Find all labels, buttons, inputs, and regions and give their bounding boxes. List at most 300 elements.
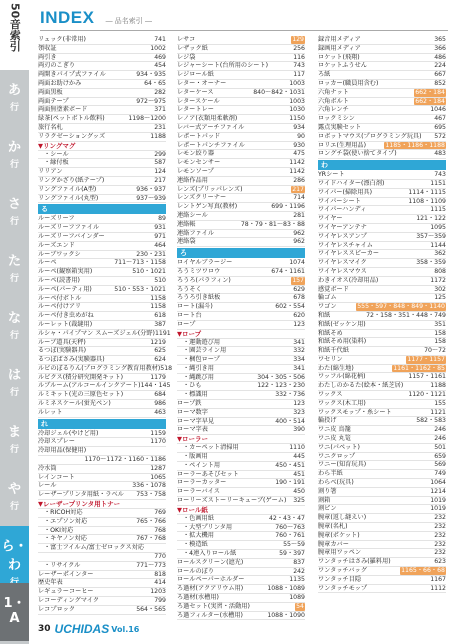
entry-term: 腕章(名札) xyxy=(318,523,348,531)
entry-pages: 336・1078 xyxy=(132,482,166,490)
entry-pages: 358・359 xyxy=(416,259,446,267)
index-entry xyxy=(38,45,166,54)
entry-pages: 770 xyxy=(154,553,166,561)
index-entry xyxy=(177,36,305,45)
entry-pages: 1108・1109 xyxy=(408,197,446,205)
index-entry xyxy=(177,303,305,312)
entry-pages: 1110 xyxy=(289,444,305,452)
index-entry xyxy=(38,62,166,71)
entry-pages: 667 xyxy=(434,71,446,79)
entry-pages: 450 xyxy=(293,488,305,496)
entry-pages: 1172 xyxy=(430,276,446,284)
index-entry xyxy=(318,338,446,347)
entry-pages: 124 xyxy=(154,168,166,176)
entry-pages: 629 xyxy=(293,285,305,293)
index-column-2 xyxy=(177,36,305,620)
index-entry xyxy=(177,426,305,435)
entry-pages: 217 xyxy=(154,176,166,184)
index-entry xyxy=(177,268,305,277)
entry-pages: 232 xyxy=(434,540,446,548)
entry-pages: 464 xyxy=(154,241,166,249)
entry-term: 両刃のこぎり xyxy=(38,62,76,70)
index-entry xyxy=(38,224,166,233)
entry-pages: 1019 xyxy=(430,505,446,513)
entry-pages: 760〜763 xyxy=(275,523,305,531)
entry-pages: 699・1196 xyxy=(271,203,305,211)
entry-term: 割ピン xyxy=(318,505,337,513)
index-entry xyxy=(38,159,166,168)
entry-term: ルーレット(裁縫用) xyxy=(38,320,93,328)
index-entry xyxy=(38,474,166,483)
entry-pages: 325 xyxy=(293,497,305,505)
index-entry xyxy=(318,106,446,115)
index-entry xyxy=(38,242,166,251)
index-entry xyxy=(177,259,305,268)
entry-pages: 1064 xyxy=(430,479,446,487)
entry-pages: 1219 xyxy=(150,338,166,346)
entry-pages: 930 xyxy=(293,141,305,149)
entry-term: ・RICOH対応 xyxy=(44,509,83,517)
index-entry xyxy=(318,409,446,418)
index-entry xyxy=(38,106,166,115)
index-entry xyxy=(318,470,446,479)
entry-pages: 232 xyxy=(434,549,446,557)
index-entry xyxy=(38,482,166,491)
entry-term: 冷却スプレー xyxy=(38,438,75,446)
index-entry xyxy=(177,277,305,286)
entry-pages: 72・158・351・448・749 xyxy=(366,311,446,319)
entry-pages: 121・122 xyxy=(416,215,446,223)
entry-pages: 501 xyxy=(434,443,446,451)
index-entry xyxy=(38,89,166,98)
index-entry xyxy=(177,133,305,142)
entry-term: ルーペ xyxy=(38,259,57,267)
entry-term: ・OKI対応 xyxy=(44,526,74,534)
entry-term: 旅行名札 xyxy=(38,123,63,131)
index-entry xyxy=(318,303,446,312)
index-entry xyxy=(177,339,305,348)
sidebar-tab-3[interactable] xyxy=(0,184,29,242)
entry-pages: 450・451 xyxy=(275,461,305,469)
entry-pages: 623 xyxy=(434,558,446,566)
entry-term: ・4連入りロール紙 xyxy=(183,550,237,558)
entry-term: ロッカー(職員用含む) xyxy=(318,79,379,87)
index-entry xyxy=(177,497,305,506)
entry-term: ワニ皮 鳥籠 xyxy=(318,426,351,434)
entry-term: ワンタッチバッグ xyxy=(318,567,367,575)
entry-term: レターケース xyxy=(177,88,214,96)
entry-term: ルーペ(パーティ用) xyxy=(38,285,92,293)
entry-term: リュック(非常用) xyxy=(38,36,86,43)
entry-term: 連絡ファイル xyxy=(177,229,215,237)
sidebar-tab-label: か xyxy=(7,140,21,155)
entry-pages: 299 xyxy=(154,150,166,158)
entry-pages: 1019 xyxy=(430,496,446,504)
index-entry xyxy=(38,124,166,133)
entry-term: ワニ(パペット) xyxy=(318,443,360,451)
entry-pages: 1002 xyxy=(150,44,166,52)
entry-term: ルシャ・パイプマン スムーズジェル(分野) xyxy=(38,329,155,337)
index-entry xyxy=(177,230,305,239)
entry-term: ・梱包ロープ xyxy=(183,356,220,364)
index-entry xyxy=(177,168,305,177)
entry-pages: 282 xyxy=(154,88,166,96)
entry-term: 歴史年表 xyxy=(38,579,63,587)
index-entry xyxy=(318,233,446,242)
entry-term: わきイオス(冷却用品) xyxy=(318,276,379,284)
entry-term: ロート(漏斗) xyxy=(177,303,213,311)
subgroup-header: ▼ローラー xyxy=(177,435,305,444)
entry-pages: 765・766 xyxy=(136,517,166,525)
entry-term: レギュラーコーヒー xyxy=(38,588,94,596)
section-header: わ xyxy=(318,160,446,170)
index-entry xyxy=(38,447,166,456)
entry-term: 和紙 xyxy=(318,311,331,319)
entry-pages: 1158 xyxy=(150,303,166,311)
sidebar-tab-label: 1・A xyxy=(3,596,26,626)
sidebar-tab-1[interactable] xyxy=(0,70,29,128)
entry-pages: 962 xyxy=(293,229,305,237)
entry-term: わた(綿生地) xyxy=(318,364,354,372)
entry-term: ・ペイント用 xyxy=(183,461,221,469)
entry-pages: 1112 xyxy=(430,584,446,592)
entry-term: レタースケール xyxy=(177,97,220,105)
entry-pages: 302 xyxy=(434,285,446,293)
entry-pages: 64・65 xyxy=(144,79,166,87)
entry-pages: 475 xyxy=(293,150,305,158)
entry-pages: 158 xyxy=(434,338,446,346)
entry-term: リングかざり(紙テープ) xyxy=(38,176,105,184)
section-header: れ xyxy=(38,419,166,429)
entry-term: 和紙そめ用(染料) xyxy=(318,338,367,346)
entry-pages: 1121 xyxy=(430,408,446,416)
entry-pages: 1003 xyxy=(289,97,305,105)
entry-pages: 587 xyxy=(154,159,166,167)
entry-term: ロープ鉄 xyxy=(177,400,202,408)
entry-term: 両面黒板 xyxy=(38,88,63,96)
entry-term: 感覚ボード xyxy=(318,285,349,293)
index-entry xyxy=(177,356,305,365)
entry-pages: 286 xyxy=(293,176,305,184)
sidebar-tab-5[interactable] xyxy=(0,298,29,356)
entry-pages: 1150 xyxy=(289,115,305,123)
entry-pages: 1088・1089 xyxy=(267,585,305,593)
entry-pages: 387 xyxy=(154,320,166,328)
entry-term: ろ過セット(実習・活動用) xyxy=(177,602,250,610)
entry-term: ロリエ(生理用品) xyxy=(318,141,367,149)
entry-pages: 362 xyxy=(434,250,446,258)
entry-pages: 341 xyxy=(293,338,305,346)
index-entry xyxy=(38,606,166,615)
index-column-1 xyxy=(38,36,173,615)
entry-pages: 769 xyxy=(154,509,166,517)
index-entry xyxy=(318,400,446,409)
index-entry xyxy=(177,479,305,488)
entry-pages: 230・231 xyxy=(136,250,166,258)
index-entry xyxy=(318,382,446,391)
index-entry xyxy=(38,438,166,447)
entry-pages: 753・758 xyxy=(136,491,166,499)
entry-pages: 840〜842・1031 xyxy=(253,88,305,96)
entry-pages: 510・553・1021 xyxy=(114,285,166,293)
entry-term: レバー式アーチファイル xyxy=(177,123,245,131)
entry-pages: 510 xyxy=(154,276,166,284)
entry-pages: 1120・1121 xyxy=(408,391,446,399)
entry-pages: 1142 xyxy=(289,167,305,175)
index-entry xyxy=(38,356,166,365)
entry-pages: 986 xyxy=(154,400,166,408)
entry-term: ・リサイクル xyxy=(44,561,81,569)
entry-term: ルレット xyxy=(38,408,63,416)
entry-pages: 122・123・230 xyxy=(257,382,305,390)
index-entry xyxy=(318,259,446,268)
entry-pages: 483 xyxy=(434,150,446,158)
entry-term: ローラーあそびセット xyxy=(177,470,239,478)
index-entry xyxy=(177,488,305,497)
index-entry xyxy=(38,36,166,45)
index-entry xyxy=(38,465,166,474)
entry-pages: 469 xyxy=(154,53,166,61)
entry-term: ルミキット(光の三原色セット) xyxy=(38,391,124,399)
index-entry xyxy=(318,391,446,400)
entry-term: ロケットふうせん xyxy=(318,62,367,70)
index-entry xyxy=(318,294,446,303)
index-entry xyxy=(38,195,166,204)
entry-term: レジロール紙 xyxy=(177,71,214,79)
index-entry xyxy=(318,206,446,215)
index-entry xyxy=(38,339,166,348)
sidebar-tab-8[interactable] xyxy=(0,469,29,527)
entry-term: ワンタッチ目隠 xyxy=(318,575,362,583)
index-entry xyxy=(38,286,166,295)
entry-pages: 158 xyxy=(434,329,446,337)
entry-pages: 351 xyxy=(434,320,446,328)
entry-term: 録画用メディア xyxy=(318,44,361,52)
sidebar-title: 50音索引 xyxy=(0,0,29,70)
entry-term: るつぼ(実験器具) xyxy=(38,347,87,355)
entry-pages: 1151 xyxy=(430,179,446,187)
entry-pages: 232 xyxy=(434,523,446,531)
entry-term: ワイパー(掃除用具) xyxy=(318,188,373,196)
sidebar-tab-label: さ xyxy=(7,197,21,212)
entry-pages: 1179 xyxy=(150,373,166,381)
sidebar-tab-2[interactable] xyxy=(0,127,29,185)
entry-term: ・運動遊び用 xyxy=(183,338,221,346)
index-entry xyxy=(38,259,166,268)
entry-pages: 256 xyxy=(293,44,305,52)
index-entry xyxy=(38,251,166,260)
entry-pages: 971 xyxy=(154,232,166,240)
index-entry xyxy=(318,567,446,576)
sidebar-tab-4[interactable] xyxy=(0,241,29,299)
entry-pages: 332・736 xyxy=(275,391,305,399)
index-entry xyxy=(38,391,166,400)
index-entry xyxy=(38,347,166,356)
entry-pages: 1165・66・68 xyxy=(401,567,445,575)
subgroup-header: ▼リングマグ xyxy=(38,142,166,151)
entry-term: ろうミツワロウ xyxy=(177,267,221,275)
entry-term: ・縁付板 xyxy=(44,159,69,167)
entry-pages: 569 xyxy=(434,461,446,469)
header-rule xyxy=(40,30,448,31)
entry-pages: 937〜939 xyxy=(136,194,166,202)
entry-term: ルビクス(積分研究開発キット) xyxy=(38,373,124,381)
entry-pages: 771〜773 xyxy=(136,561,166,569)
entry-term: レーザーポインター xyxy=(38,570,94,578)
index-entry xyxy=(38,295,166,304)
entry-pages: 1188 xyxy=(430,382,446,390)
index-entry xyxy=(318,268,446,277)
entry-pages: 117 xyxy=(293,71,305,79)
entry-pages: 1074 xyxy=(289,259,305,267)
entry-term: 冷水筒 xyxy=(38,464,57,472)
entry-term: ・キヤノン対応 xyxy=(44,535,87,543)
index-entry xyxy=(318,124,446,133)
entry-pages: 155 xyxy=(434,399,446,407)
entry-pages: 123 xyxy=(293,400,305,408)
entry-pages: 1088・1090 xyxy=(267,611,305,619)
entry-term: ワッフル(綿花柄) xyxy=(318,373,366,381)
entry-term: ・縄引き用 xyxy=(183,364,214,372)
index-entry xyxy=(318,115,446,124)
entry-term: ワイヤレスチャイム xyxy=(318,241,373,249)
entry-term: ワイヤー xyxy=(318,215,343,223)
entry-term: レコプロック xyxy=(38,605,76,613)
entry-pages: 518 xyxy=(160,364,173,372)
entry-term: レノア(衣類用柔軟剤) xyxy=(177,115,238,123)
entry-term: ろ紙 xyxy=(318,71,331,79)
entry-pages: 1114・1115 xyxy=(408,188,446,196)
index-entry xyxy=(38,168,166,177)
entry-term: ルーブ道具(天秤) xyxy=(38,338,86,346)
entry-pages: 618 xyxy=(154,312,166,320)
index-entry xyxy=(318,356,446,365)
index-entry xyxy=(318,523,446,532)
entry-term: ・標識用 xyxy=(183,391,208,399)
index-entry xyxy=(318,312,446,321)
sidebar-tab-6[interactable] xyxy=(0,355,29,413)
index-entry xyxy=(318,250,446,259)
index-entry xyxy=(177,321,305,330)
entry-pages: 1135 xyxy=(289,576,305,584)
entry-pages: 564・565 xyxy=(136,605,166,613)
index-entry xyxy=(318,198,446,207)
entry-pages: 371 xyxy=(154,106,166,114)
entry-pages: 936・937 xyxy=(136,185,166,193)
entry-term: ワセリン xyxy=(318,355,343,363)
entry-pages: 224 xyxy=(434,62,446,70)
entry-pages: 1158 xyxy=(150,294,166,302)
entry-term: ルーブワックシ xyxy=(38,250,81,258)
sidebar-tab-10[interactable] xyxy=(0,583,29,641)
index-entry xyxy=(38,364,173,374)
entry-term: ルーズリーフファイル xyxy=(38,224,100,232)
entry-term: るつぼばさみ(実験器具) xyxy=(38,356,105,364)
entry-term: ルーズリーフ xyxy=(38,215,75,223)
entry-pages: 1003 xyxy=(289,79,305,87)
entry-pages: 451 xyxy=(293,470,305,478)
entry-term: ワックスモップ・糸シート xyxy=(318,408,392,416)
entry-pages: 59・397 xyxy=(279,550,305,558)
entry-term: 輪投げ xyxy=(318,417,337,425)
entry-pages: 1167 xyxy=(430,575,446,583)
sidebar-tab-suffix: 行 xyxy=(9,217,19,227)
entry-term: ・縄跳び用 xyxy=(183,373,214,381)
sidebar-tab-suffix: 行 xyxy=(9,445,19,455)
index-entry xyxy=(38,562,166,571)
entry-term: ・拡大機用 xyxy=(183,532,214,540)
index-entry xyxy=(318,242,446,251)
entry-term: ルミネスケール(蛍光ペン) xyxy=(38,400,111,408)
entry-term: ロールのぼり xyxy=(177,567,215,575)
index-entry xyxy=(318,435,446,444)
entry-pages: 1191 xyxy=(154,329,171,337)
index-entry xyxy=(177,177,305,186)
entry-term: 六角レンチ xyxy=(318,106,349,114)
sidebar-tab-label: あ xyxy=(7,83,21,98)
sidebar-tab-9[interactable] xyxy=(0,526,29,584)
entry-pages: 90 xyxy=(297,132,305,140)
sidebar-tab-7[interactable] xyxy=(0,412,29,470)
entry-pages: 332 xyxy=(293,347,305,355)
entry-term: ロックミシン xyxy=(318,115,355,123)
entry-term: ・シール xyxy=(44,150,69,158)
entry-pages: 767・768 xyxy=(136,535,166,543)
index-entry xyxy=(38,303,166,312)
entry-pages: 743 xyxy=(293,62,305,70)
index-entry xyxy=(318,417,446,426)
entry-pages: 1142 xyxy=(289,159,305,167)
entry-term: レンズクリーナー xyxy=(177,194,227,202)
entry-pages: 1214 xyxy=(430,487,446,495)
entry-pages: 659 xyxy=(434,452,446,460)
entry-term: 両面お助けかみ xyxy=(38,79,82,87)
index-entry xyxy=(38,312,166,321)
entry-pages: 799 xyxy=(154,597,166,605)
entry-pages: 749 xyxy=(434,470,446,478)
entry-pages: 695 xyxy=(434,123,446,131)
entry-term: ワニクロップ xyxy=(318,452,356,460)
volume-label: Vol.16 xyxy=(111,624,140,634)
entry-pages: 486 xyxy=(434,53,446,61)
index-entry xyxy=(177,462,305,471)
entry-term: レコーディングマイク xyxy=(38,597,100,605)
entry-pages: 231 xyxy=(154,123,166,131)
index-entry xyxy=(318,321,446,330)
index-entry xyxy=(38,329,171,339)
sidebar-tab-label: ま xyxy=(7,425,21,440)
entry-pages: 334 xyxy=(293,356,305,364)
entry-pages: 242 xyxy=(293,567,305,575)
entry-term: 冷却用品(保健用) xyxy=(38,447,87,455)
entry-term: ろ過材(アクアリウム用) xyxy=(177,585,244,593)
entry-term: 輪ゴム xyxy=(318,294,337,302)
entry-term: ・模造紙 xyxy=(183,541,208,549)
entry-term: レジ袋 xyxy=(177,53,196,61)
entry-term: レール xyxy=(38,482,57,490)
entry-term: ロイヤルブラージー xyxy=(177,259,233,267)
entry-term: ろうろ引き紙板 xyxy=(177,294,221,302)
entry-term: ルーペ付けアリ xyxy=(38,303,82,311)
entry-pages: 931 xyxy=(154,224,166,232)
entry-pages: 42・43・47 xyxy=(269,514,305,522)
entry-pages: 1170〜1172・1160・1186 xyxy=(84,456,166,464)
entry-pages: 1159 xyxy=(150,429,166,437)
entry-pages: 620 xyxy=(293,311,305,319)
sidebar-tab-suffix: 行 xyxy=(9,502,19,512)
entry-term: リラクゼーショングッズ xyxy=(38,132,106,140)
index-entry xyxy=(318,585,446,594)
